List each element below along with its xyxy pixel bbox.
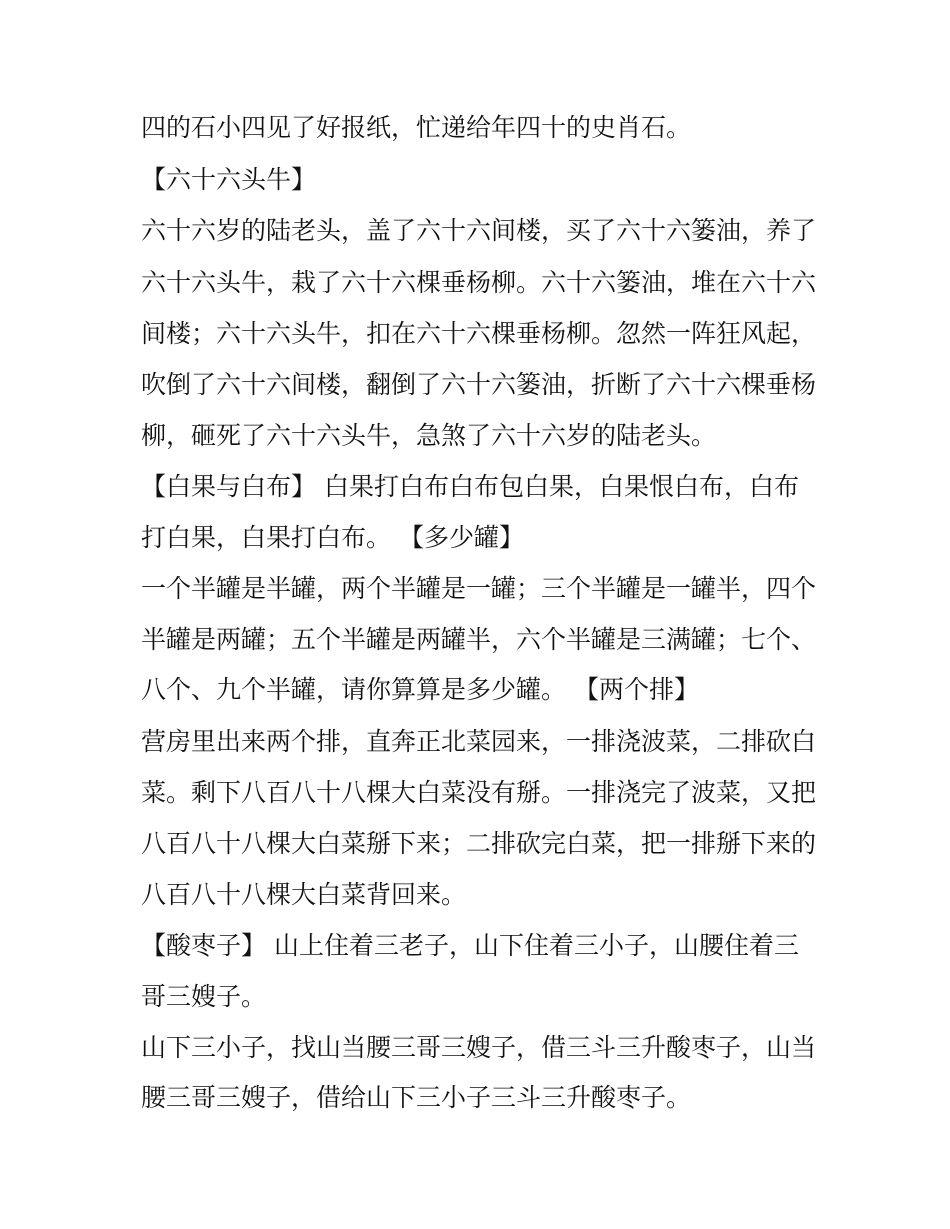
text-line: 菜。剩下八百八十八棵大白菜没有掰。一排浇完了波菜，又把 (141, 778, 817, 807)
text-line: 打白果，白果打白布。 【多少罐】 (141, 523, 524, 552)
text-line: 哥三嫂子。 (141, 982, 267, 1011)
text-line: 【酸枣子】 山上住着三老子，山下住着三小子，山腰住着三 (141, 931, 799, 960)
text-line: 四的石小四见了好报纸，忙递给年四十的史肖石。 (141, 113, 692, 142)
text-line: 半罐是两罐；五个半罐是两罐半，六个半罐是三满罐；七个、 (141, 625, 817, 654)
text-line: 柳，砸死了六十六头牛，急煞了六十六岁的陆老头。 (141, 421, 717, 450)
text-line: 八百八十八棵大白菜背回来。 (141, 880, 467, 909)
text-line: 八个、九个半罐，请你算算是多少罐。 【两个排】 (141, 675, 699, 704)
text-line: 八百八十八棵大白菜掰下来；二排砍完白菜，把一排掰下来的 (141, 829, 817, 858)
text-line: 间楼；六十六头牛，扣在六十六棵垂杨柳。忽然一阵狂风起， (141, 319, 817, 348)
text-line: 吹倒了六十六间楼，翻倒了六十六篓油，折断了六十六棵垂杨 (141, 370, 817, 399)
text-line: 腰三哥三嫂子，借给山下三小子三斗三升酸枣子。 (141, 1083, 692, 1112)
text-line: 山下三小子，找山当腰三哥三嫂子，借三斗三升酸枣子，山当 (141, 1033, 817, 1062)
text-line: 六十六头牛，栽了六十六棵垂杨柳。六十六篓油，堆在六十六 (141, 268, 817, 297)
section-heading: 【六十六头牛】 (141, 165, 317, 194)
text-line: 六十六岁的陆老头，盖了六十六间楼，买了六十六篓油，养了 (141, 216, 817, 245)
text-line: 营房里出来两个排，直奔正北菜园来，一排浇波菜，二排砍白 (141, 727, 817, 756)
text-line: 【白果与白布】 白果打白布白布包白果，白果恨白布，白布 (141, 472, 799, 501)
text-line: 一个半罐是半罐，两个半罐是一罐；三个半罐是一罐半，四个 (141, 574, 817, 603)
